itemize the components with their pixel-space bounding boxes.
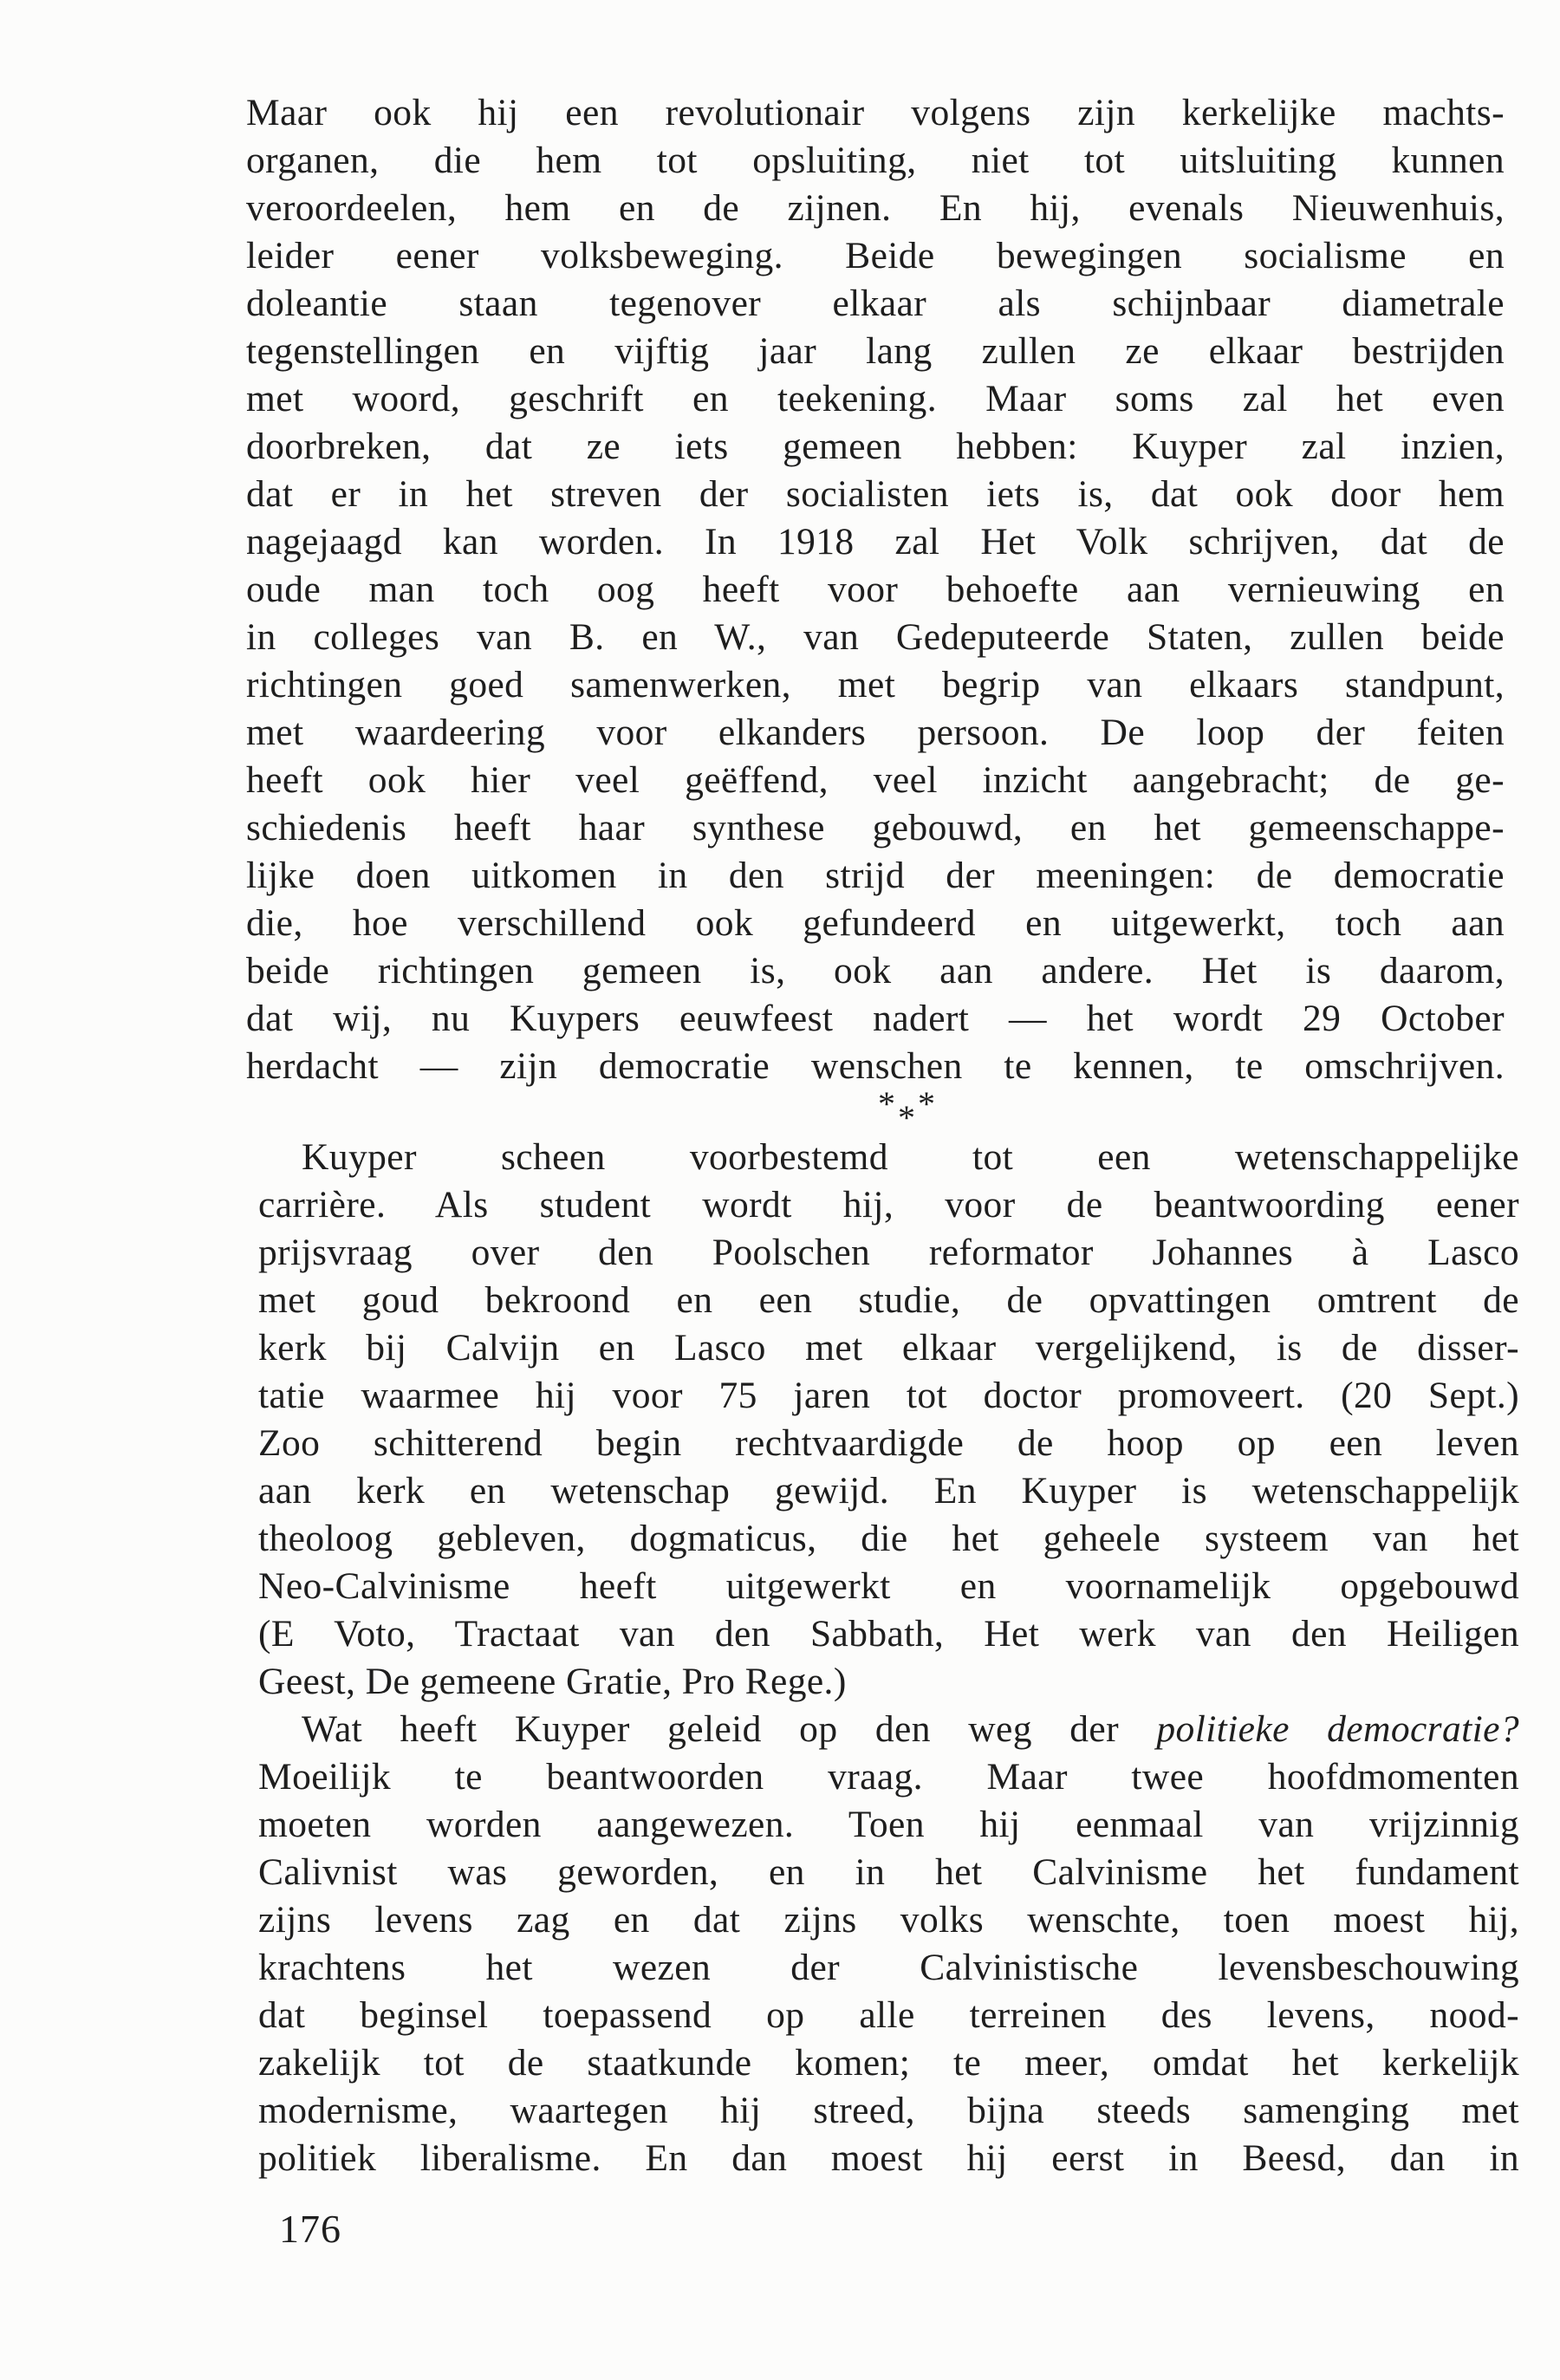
paragraph-1 [246,89,1505,1090]
text-line: tatie waarmee hij voor 75 jaren tot doctor promoveert. (20 Sept.) [258,1375,1519,1416]
text-line: met woord, geschrift en teekening. Maar soms zal het even [246,378,1505,419]
paragraph-3-first-line [258,1706,1519,1753]
text-line: veroordeelen, hem en de zijnen. En hij, evenals Nieuwenhuis, [246,187,1505,229]
text-line: Geest, De gemeene Gratie, Pro Rege.) [258,1661,847,1702]
page-number: 176 [279,2207,341,2251]
text-line: oude man toch oog heeft voor behoefte aan vernieuwing en [246,569,1505,610]
text-line: Maar ook hij een revolutionair volgens zijn kerkelijke machts- [246,92,1505,133]
text-line: Calivnist was geworden, en in het Calvinisme het fundament [258,1851,1519,1893]
italic-phrase: politieke democratie? [1156,1708,1519,1750]
text-run: Wat heeft Kuyper geleid op den weg der [302,1708,1157,1750]
text-line: Neo-Calvinisme heeft uitgewerkt en voornamelijk opgebouwd [258,1565,1519,1607]
text-line: dat er in het streven der socialisten iets is, dat ook door hem [246,473,1505,515]
section-divider-asterisks [0,1083,1560,1135]
text-line: Moeilijk te beantwoorden vraag. Maar twee hoofdmomenten [258,1756,1519,1798]
text-line: aan kerk en wetenschap gewijd. En Kuyper is wetenschappelijk [258,1470,1519,1512]
paragraph-2 [258,1134,1519,2182]
text-line: met goud bekroond en een studie, de opvattingen omtrent de [258,1279,1519,1321]
text-line: tegenstellingen en vijftig jaar lang zullen ze elkaar bestrijden [246,330,1505,372]
text-line: kerk bij Calvijn en Lasco met elkaar vergelijkend, is de disser- [258,1327,1519,1369]
text-line: richtingen goed samenwerken, met begrip van elkaars standpunt, [246,664,1505,706]
text-line: lijke doen uitkomen in den strijd der meeningen: de democratie [246,855,1505,896]
text-line: met waardeering voor elkanders persoon. De loop der feiten [246,712,1505,753]
text-line: Kuyper scheen voorbestemd tot een wetenschappelijke [302,1136,1519,1178]
text-line: modernisme, waartegen hij streed, bijna steeds samenging met [258,2090,1519,2131]
text-line: beide richtingen gemeen is, ook aan andere. Het is daarom, [246,950,1505,992]
text-line: organen, die hem tot opsluiting, niet tot uitsluiting kunnen [246,140,1505,181]
text-line: theoloog gebleven, dogmaticus, die het geheele systeem van het [258,1518,1519,1559]
asterisk-glyph: * [878,1084,895,1123]
text-line: moeten worden aangewezen. Toen hij eenmaal van vrijzinnig [258,1804,1519,1845]
text-line: krachtens het wezen der Calvinistische levensbeschouwing [258,1947,1519,1988]
text-line: in colleges van B. en W., van Gedeputeerde Staten, zullen beide [246,616,1505,658]
text-line: die, hoe verschillend ook gefundeerd en uitgewerkt, toch aan [246,902,1505,944]
text-line: Zoo schitterend begin rechtvaardigde de hoop op een leven [258,1422,1519,1464]
text-line: dat beginsel toepassend op alle terreinen des levens, nood- [258,1994,1519,2036]
text-line: carrière. Als student wordt hij, voor de beantwoording eener [258,1184,1519,1226]
text-line: politiek liberalisme. En dan moest hij eerst in Beesd, dan in [258,2137,1519,2179]
text-line: heeft ook hier veel geëffend, veel inzicht aangebracht; de ge- [246,759,1505,801]
text-line: zijns levens zag en dat zijns volks wenschte, toen moest hij, [258,1899,1519,1941]
text-line: dat wij, nu Kuypers eeuwfeest nadert — het wordt 29 October [246,998,1505,1039]
text-line: zakelijk tot de staatkunde komen; te meer, omdat het kerkelijk [258,2042,1519,2084]
asterisk-glyph: * [918,1084,935,1123]
text-line: prijsvraag over den Poolschen reformator Johannes à Lasco [258,1232,1519,1273]
text-line: leider eener volksbeweging. Beide bewegingen socialisme en [246,235,1505,276]
text-line: herdacht — zijn democratie wenschen te kennen, te omschrijven. [246,1045,1505,1087]
text-line: schiedenis heeft haar synthese gebouwd, en het gemeenschappe- [246,807,1505,849]
asterisk-glyph: * [898,1098,915,1137]
text-line: nagejaagd kan worden. In 1918 zal Het Volk schrijven, dat de [246,521,1505,562]
text-line: doorbreken, dat ze iets gemeen hebben: Kuyper zal inzien, [246,426,1505,467]
text-line: doleantie staan tegenover elkaar als schijnbaar diametrale [246,283,1505,324]
text-line: (E Voto, Tractaat van den Sabbath, Het werk van den Heiligen [258,1613,1519,1655]
